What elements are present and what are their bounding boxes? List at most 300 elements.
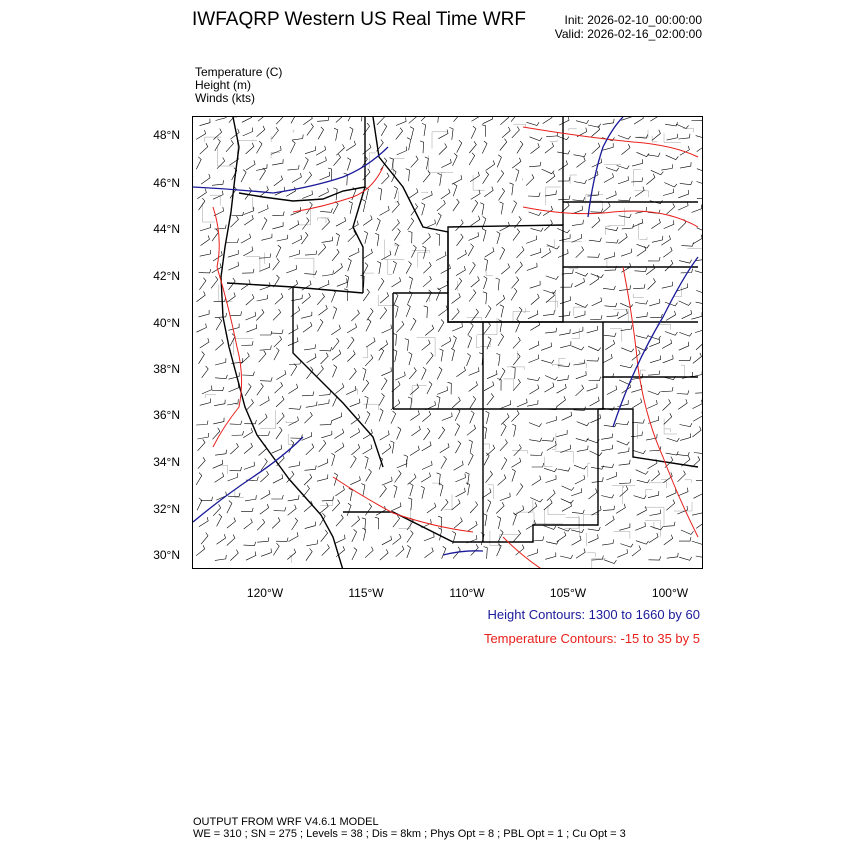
wind-barb: [517, 247, 525, 258]
county-line: [205, 395, 216, 398]
wind-barb: [217, 514, 222, 526]
temperature-contours: [213, 127, 698, 569]
wind-barb: [500, 493, 510, 501]
wind-barb: [484, 547, 488, 559]
wind-barb: [348, 231, 356, 242]
wind-barb: [382, 325, 392, 334]
wind-barb: [336, 515, 343, 527]
wind-barb: [472, 200, 478, 212]
county-line: [524, 308, 526, 313]
wind-barb: [652, 236, 663, 242]
wind-barb: [318, 399, 329, 405]
wind-barb: [454, 117, 461, 122]
wind-barb: [513, 353, 520, 365]
wind-barb: [390, 158, 394, 170]
wind-barb: [662, 282, 673, 288]
wind-barb: [316, 366, 323, 378]
wind-barb: [438, 173, 442, 185]
wind-barb: [214, 297, 226, 301]
wind-barb: [333, 365, 337, 378]
wind-barb: [560, 283, 572, 287]
wind-barb: [305, 251, 317, 256]
wind-barb: [606, 239, 618, 243]
wind-barb: [513, 229, 520, 241]
wind-barb: [425, 157, 429, 170]
wind-barb: [200, 224, 211, 231]
wind-barb: [422, 461, 432, 470]
wind-barb: [365, 503, 371, 515]
wind-barb: [559, 234, 570, 240]
wind-barb: [426, 290, 431, 302]
wind-barb: [276, 245, 281, 258]
wind-barb: [437, 473, 441, 485]
wind-barb: [245, 384, 251, 396]
lon-label: 100°W: [651, 586, 689, 600]
wind-barb: [457, 234, 464, 246]
wind-barb: [483, 229, 487, 242]
wind-barb: [229, 384, 239, 392]
wind-barb: [560, 341, 571, 348]
wind-barb: [381, 251, 391, 260]
lon-label: 115°W: [348, 586, 384, 600]
wind-barb: [557, 375, 568, 381]
wind-barb: [543, 526, 556, 530]
wind-barb: [453, 153, 458, 166]
wind-barb: [321, 353, 329, 364]
county-line: [445, 495, 452, 510]
wind-barb: [664, 183, 677, 188]
wind-barb: [351, 444, 359, 455]
wind-barb: [407, 138, 411, 151]
wind-barb: [663, 522, 675, 527]
wind-barb: [696, 518, 703, 528]
wind-barb: [335, 486, 344, 496]
wind-barb: [621, 249, 631, 257]
wind-barb: [633, 284, 645, 288]
wind-barb: [528, 193, 540, 197]
wind-barb: [664, 413, 672, 424]
wind-barb: [546, 276, 559, 280]
wind-barb: [617, 441, 630, 445]
lat-label: 36°N: [153, 408, 180, 422]
wind-barb: [631, 385, 642, 392]
wind-barb: [556, 430, 567, 437]
wind-barb: [217, 158, 225, 169]
wind-barb: [681, 242, 693, 246]
county-line: [546, 301, 558, 307]
county-line: [633, 294, 644, 298]
wind-barb: [531, 228, 544, 232]
wind-barb: [449, 127, 453, 139]
county-line: [644, 507, 664, 525]
wind-barb: [411, 426, 420, 436]
wind-barb: [243, 247, 253, 256]
wind-barb: [605, 516, 614, 526]
map-panel: [192, 116, 703, 569]
wind-barb: [276, 117, 284, 124]
wind-barb: [529, 355, 539, 363]
wind-barb: [619, 460, 630, 465]
wind-barb: [317, 117, 329, 121]
wind-barb: [232, 212, 244, 216]
wind-barb: [511, 288, 517, 300]
county-line: [545, 509, 564, 524]
wind-barb: [292, 173, 302, 182]
wyoming-border: [448, 225, 563, 322]
wind-barb: [663, 355, 673, 363]
wind-barb: [514, 445, 522, 456]
wind-barb: [394, 228, 400, 240]
county-line: [588, 463, 591, 477]
wind-barb: [452, 293, 461, 303]
wind-barb: [485, 306, 491, 318]
wind-barb: [561, 499, 574, 504]
wind-barb: [438, 130, 448, 139]
wind-barb: [274, 176, 283, 186]
county-boundaries: [193, 117, 703, 569]
wind-barb: [589, 377, 601, 381]
init-time: Init: 2026-02-10_00:00:00: [564, 13, 702, 27]
wind-barb: [546, 541, 559, 545]
wind-barb: [246, 294, 254, 305]
wind-barb: [212, 229, 219, 241]
wind-barb: [425, 548, 434, 558]
wind-barb: [361, 484, 365, 497]
wind-barb: [365, 396, 369, 409]
pacific-coastline: [221, 117, 343, 569]
wind-barb: [501, 424, 506, 436]
wind-barb: [679, 357, 691, 361]
wind-barb: [244, 519, 253, 529]
wind-barb: [275, 293, 283, 304]
nm-tx-border: [483, 409, 598, 542]
wind-barb: [319, 280, 329, 288]
wind-barb: [289, 532, 299, 541]
wind-barb: [677, 452, 689, 456]
wind-barb: [587, 326, 598, 333]
wind-barb: [393, 515, 400, 527]
temperature-contour-line: [523, 207, 698, 227]
wind-barb: [196, 421, 208, 425]
wind-barb: [635, 135, 647, 139]
wind-barb: [559, 329, 570, 335]
wind-barb: [328, 168, 332, 180]
wind-barb: [215, 375, 227, 379]
wind-barb: [587, 191, 599, 196]
wind-barb: [542, 437, 554, 441]
wind-barb: [274, 336, 282, 347]
wind-barb: [421, 473, 430, 483]
wind-barb: [572, 234, 582, 242]
wind-barb: [469, 232, 479, 240]
wind-barb: [469, 381, 478, 391]
wind-barb: [442, 546, 446, 559]
wind-barb: [331, 290, 335, 303]
wind-barb: [213, 129, 221, 140]
wind-barb: [245, 188, 252, 200]
wind-barb: [632, 159, 643, 166]
wind-barb: [501, 413, 509, 424]
colorado-border: [483, 322, 603, 409]
wind-barb: [469, 141, 476, 153]
wind-barb: [606, 227, 619, 231]
wind-barb: [257, 141, 263, 153]
wind-barb: [322, 270, 333, 276]
wind-barb: [637, 152, 650, 156]
wind-barb: [301, 312, 312, 319]
wind-barb: [276, 370, 286, 379]
wind-barb: [635, 300, 648, 304]
wind-barb: [590, 414, 600, 422]
wind-barb: [592, 297, 602, 306]
wind-barb: [405, 339, 409, 351]
wind-barb: [227, 518, 236, 529]
wind-barb: [487, 337, 491, 350]
wind-barb: [485, 247, 494, 257]
wind-barb: [243, 207, 253, 215]
wind-barb: [650, 526, 663, 530]
county-line: [605, 227, 610, 235]
wind-barb: [366, 469, 372, 481]
wind-barb: [215, 339, 223, 350]
height-contours-note: Height Contours: 1300 to 1660 by 60: [487, 607, 700, 622]
wind-barb: [606, 168, 619, 172]
wind-barb: [409, 352, 412, 365]
wind-barb: [288, 505, 297, 516]
wind-barb: [215, 313, 227, 318]
wind-barb: [619, 479, 631, 483]
wind-barb: [635, 268, 647, 272]
wind-barb: [543, 310, 554, 315]
wind-barb: [602, 354, 612, 363]
wind-barb: [442, 413, 452, 421]
county-line: [428, 155, 445, 172]
wind-barb: [332, 249, 339, 261]
map-canvas: [193, 117, 703, 569]
wind-barb: [422, 123, 426, 135]
wind-barb: [331, 325, 340, 335]
wind-barb: [592, 506, 602, 515]
wind-barb: [380, 549, 388, 560]
wind-barb: [199, 198, 205, 210]
wind-barb: [469, 262, 475, 274]
wind-barb: [380, 206, 390, 215]
wind-barb: [420, 141, 424, 153]
wind-barb: [530, 498, 543, 503]
wind-barb: [692, 426, 701, 437]
winds-field-label: Winds (kts): [195, 91, 255, 105]
wind-barb: [577, 422, 590, 426]
wind-barb: [679, 557, 692, 560]
wind-barb: [347, 324, 357, 333]
wind-barb: [532, 463, 544, 467]
wind-barb: [227, 535, 235, 546]
wind-barb: [395, 305, 399, 318]
wind-barb: [423, 170, 430, 182]
lat-label: 40°N: [153, 316, 180, 330]
wind-barb: [646, 264, 655, 274]
ok-tx-border: [598, 409, 698, 467]
wind-barb: [547, 441, 557, 450]
wind-barb: [571, 346, 584, 350]
wind-barb: [211, 276, 218, 288]
wind-barb: [322, 496, 334, 501]
wind-barb: [694, 450, 703, 454]
wind-barb: [484, 187, 493, 197]
wind-barb: [648, 153, 661, 157]
wind-barb: [678, 202, 688, 210]
wind-barb: [349, 201, 353, 214]
wind-barb: [467, 353, 471, 366]
wind-barb: [576, 371, 586, 379]
wind-barb: [228, 250, 239, 257]
wind-barb: [527, 263, 537, 271]
wind-barb: [437, 386, 447, 394]
wind-barb: [332, 413, 342, 421]
wind-barb: [306, 540, 317, 546]
wind-barb: [421, 203, 424, 216]
county-line: [681, 365, 685, 376]
wind-barb: [484, 322, 491, 334]
county-line: [559, 358, 566, 368]
wind-barb: [425, 325, 434, 336]
wind-barb: [409, 117, 417, 123]
wind-barb: [410, 483, 413, 496]
wind-barb: [663, 189, 674, 196]
wind-barb: [302, 392, 314, 396]
wind-barb: [336, 144, 344, 155]
wind-barb: [246, 160, 255, 170]
wind-barb: [632, 419, 644, 423]
wind-barb: [241, 341, 253, 345]
wind-barb: [666, 489, 676, 497]
county-line: [634, 170, 642, 187]
ca-nv-border: [293, 287, 383, 467]
wind-barb: [241, 508, 253, 512]
wind-barb: [304, 412, 312, 423]
wind-barb: [637, 479, 650, 483]
wind-barb: [363, 368, 367, 381]
wind-barb: [436, 252, 446, 261]
wind-barb: [697, 142, 703, 152]
wind-barb: [378, 188, 382, 200]
county-line: [507, 367, 525, 370]
wind-barb: [588, 346, 601, 350]
wind-barb: [375, 517, 379, 529]
wind-barb: [344, 289, 348, 301]
wind-barb: [631, 177, 643, 182]
wind-barb: [471, 544, 479, 555]
wind-barb: [391, 411, 396, 424]
wind-barb: [666, 311, 676, 320]
wind-barb: [271, 330, 283, 334]
wind-barb: [276, 538, 288, 542]
county-line: [388, 259, 392, 274]
wind-barb: [664, 220, 674, 228]
wind-barb: [486, 161, 495, 171]
wind-barb: [212, 180, 224, 185]
wind-barb: [635, 187, 644, 197]
wind-barb: [197, 189, 206, 199]
wind-barb: [245, 495, 256, 501]
wind-barb: [274, 507, 286, 511]
wind-barb: [362, 528, 366, 541]
wind-barb: [532, 476, 541, 486]
wind-barb: [230, 467, 242, 471]
wind-barb: [331, 453, 334, 466]
county-line: [610, 329, 622, 342]
wind-barb: [571, 529, 584, 533]
wind-barb: [440, 443, 449, 453]
wind-barb: [665, 260, 673, 271]
wind-barb: [427, 503, 436, 513]
wind-barb: [305, 465, 317, 470]
wind-barb: [513, 379, 520, 391]
wind-barb: [380, 431, 390, 441]
wind-barb: [242, 372, 254, 376]
wind-barb: [242, 269, 254, 273]
wind-barb: [212, 263, 221, 272]
wind-barb: [455, 408, 460, 421]
wind-barb: [651, 219, 660, 229]
wind-barb: [304, 344, 315, 350]
wind-barb: [411, 156, 418, 168]
wind-barb: [487, 500, 491, 513]
wind-barb: [213, 504, 221, 515]
wind-barb: [425, 220, 435, 228]
wind-barb: [290, 141, 295, 154]
wind-barb: [695, 271, 703, 274]
lat-label: 44°N: [153, 222, 180, 236]
wind-barb: [497, 516, 501, 529]
wind-barb: [258, 117, 267, 121]
wind-barb: [202, 366, 209, 378]
wind-barb: [397, 460, 407, 468]
wind-barb: [232, 431, 244, 435]
wind-barb: [530, 248, 541, 255]
wind-barb: [697, 169, 703, 173]
wind-barb: [306, 549, 312, 561]
wind-barb: [547, 245, 560, 249]
county-line: [646, 489, 653, 496]
wind-barb: [635, 207, 646, 213]
wind-barb: [572, 510, 584, 514]
wind-barb: [350, 456, 356, 468]
wind-barb: [439, 306, 448, 316]
wind-barb: [572, 536, 582, 545]
wind-barb: [576, 438, 589, 442]
wind-barb: [696, 135, 703, 138]
wind-barb: [648, 491, 659, 498]
or-ca-border: [227, 283, 363, 293]
wind-barb: [365, 547, 373, 558]
wind-barb: [200, 143, 208, 154]
wind-barb: [541, 248, 550, 258]
wind-barb: [394, 293, 398, 305]
wind-barb: [545, 376, 558, 380]
wind-barb: [213, 428, 220, 439]
wind-barb: [200, 338, 209, 348]
wind-barb: [546, 292, 554, 303]
county-line: [674, 502, 692, 511]
wind-barb: [437, 367, 442, 380]
wind-barb: [634, 117, 643, 124]
wind-barb: [663, 399, 671, 410]
wind-barb: [517, 141, 523, 153]
county-line: [665, 429, 671, 432]
wind-barb: [590, 315, 602, 319]
wind-barb: [230, 550, 238, 561]
